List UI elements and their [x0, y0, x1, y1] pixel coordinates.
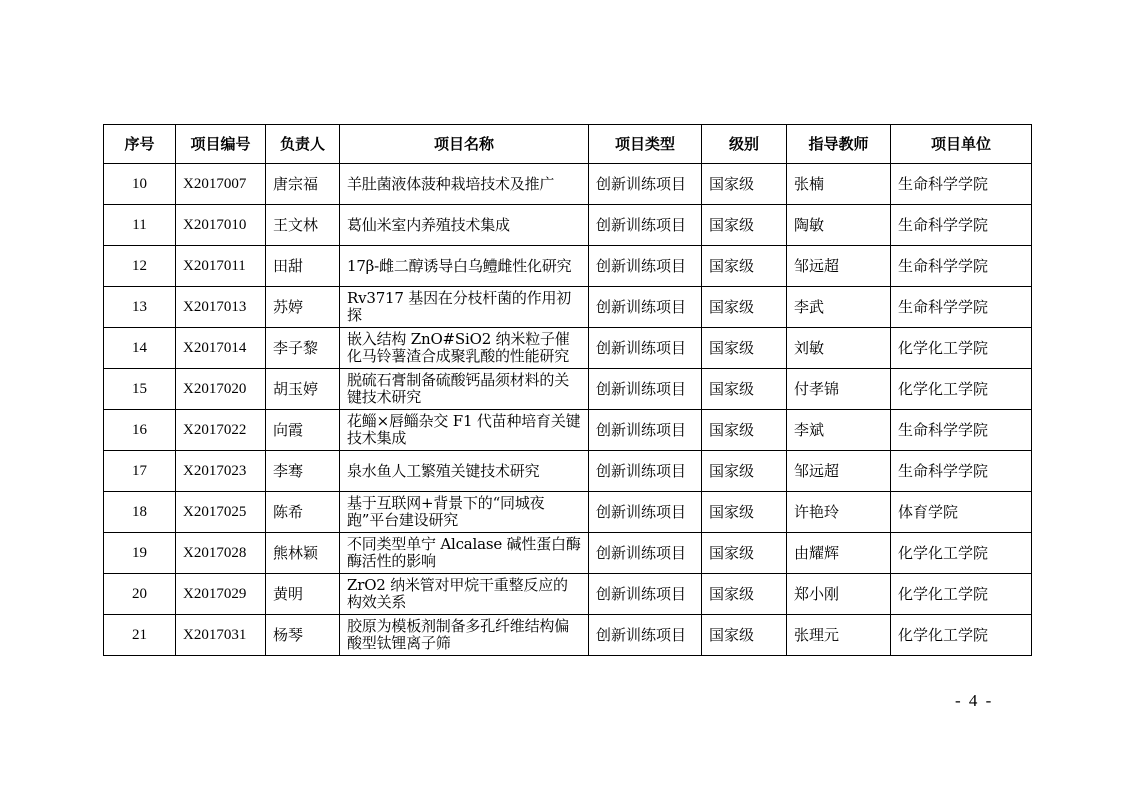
cell-project-type: 创新训练项目 — [589, 451, 702, 492]
cell-project-name: 葛仙米室内养殖技术集成 — [340, 205, 589, 246]
cell-department: 化学化工学院 — [891, 615, 1032, 656]
cell-project-type: 创新训练项目 — [589, 410, 702, 451]
cell-department: 生命科学学院 — [891, 287, 1032, 328]
cell-project-name: Rv3717 基因在分枝杆菌的作用初探 — [340, 287, 589, 328]
cell-department: 生命科学学院 — [891, 164, 1032, 205]
table-row — [104, 205, 1032, 246]
cell-level: 国家级 — [702, 164, 787, 205]
cell-level: 国家级 — [702, 369, 787, 410]
cell-index: 12 — [104, 246, 176, 287]
cell-index: 11 — [104, 205, 176, 246]
cell-project-type: 创新训练项目 — [589, 369, 702, 410]
cell-project-name: 不同类型单宁 Alcalase 碱性蛋白酶酶活性的影响 — [340, 533, 589, 574]
cell-advisor: 李斌 — [787, 410, 891, 451]
cell-leader: 胡玉婷 — [266, 369, 340, 410]
cell-project-name: 花鲻×唇鲻杂交 F1 代苗种培育关键技术集成 — [340, 410, 589, 451]
cell-advisor: 郑小刚 — [787, 574, 891, 615]
cell-leader: 苏婷 — [266, 287, 340, 328]
cell-advisor: 邹远超 — [787, 246, 891, 287]
cell-advisor: 刘敏 — [787, 328, 891, 369]
cell-project-type: 创新训练项目 — [589, 246, 702, 287]
table-row — [104, 369, 1032, 410]
cell-index: 19 — [104, 533, 176, 574]
cell-index: 16 — [104, 410, 176, 451]
cell-index: 13 — [104, 287, 176, 328]
cell-project-code: X2017022 — [176, 410, 266, 451]
cell-department: 化学化工学院 — [891, 369, 1032, 410]
table-row — [104, 615, 1032, 656]
cell-project-code: X2017011 — [176, 246, 266, 287]
cell-level: 国家级 — [702, 287, 787, 328]
cell-project-name: 17β-雌二醇诱导白乌鳢雌性化研究 — [340, 246, 589, 287]
cell-department: 化学化工学院 — [891, 574, 1032, 615]
cell-advisor: 陶敏 — [787, 205, 891, 246]
table-body — [104, 164, 1032, 656]
table-row — [104, 451, 1032, 492]
cell-level: 国家级 — [702, 615, 787, 656]
table-header — [104, 125, 1032, 164]
cell-level: 国家级 — [702, 328, 787, 369]
cell-index: 21 — [104, 615, 176, 656]
cell-project-code: X2017031 — [176, 615, 266, 656]
header-cell-index: 序号 — [104, 125, 176, 164]
cell-department: 生命科学学院 — [891, 451, 1032, 492]
cell-project-code: X2017014 — [176, 328, 266, 369]
table-row — [104, 574, 1032, 615]
cell-level: 国家级 — [702, 574, 787, 615]
cell-advisor: 李武 — [787, 287, 891, 328]
cell-project-code: X2017029 — [176, 574, 266, 615]
cell-advisor: 付孝锦 — [787, 369, 891, 410]
cell-department: 生命科学学院 — [891, 205, 1032, 246]
table-row — [104, 328, 1032, 369]
cell-leader: 唐宗福 — [266, 164, 340, 205]
header-cell-advisor: 指导教师 — [787, 125, 891, 164]
cell-advisor: 由耀辉 — [787, 533, 891, 574]
cell-index: 15 — [104, 369, 176, 410]
table-row — [104, 492, 1032, 533]
cell-advisor: 张理元 — [787, 615, 891, 656]
cell-leader: 李骞 — [266, 451, 340, 492]
cell-project-name: 羊肚菌液体菠种栽培技术及推广 — [340, 164, 589, 205]
cell-project-code: X2017007 — [176, 164, 266, 205]
cell-department: 体育学院 — [891, 492, 1032, 533]
cell-project-type: 创新训练项目 — [589, 287, 702, 328]
cell-level: 国家级 — [702, 205, 787, 246]
cell-project-type: 创新训练项目 — [589, 533, 702, 574]
table-row — [104, 246, 1032, 287]
cell-index: 17 — [104, 451, 176, 492]
page-number: - 4 - — [955, 691, 994, 710]
cell-project-type: 创新训练项目 — [589, 328, 702, 369]
cell-index: 10 — [104, 164, 176, 205]
header-row — [104, 125, 1032, 164]
cell-project-code: X2017025 — [176, 492, 266, 533]
cell-project-type: 创新训练项目 — [589, 574, 702, 615]
cell-leader: 熊林颖 — [266, 533, 340, 574]
cell-index: 18 — [104, 492, 176, 533]
header-cell-project-code: 项目编号 — [176, 125, 266, 164]
table-row — [104, 533, 1032, 574]
cell-advisor: 许艳玲 — [787, 492, 891, 533]
cell-leader: 陈希 — [266, 492, 340, 533]
header-cell-level: 级别 — [702, 125, 787, 164]
cell-leader: 向霞 — [266, 410, 340, 451]
cell-leader: 李子黎 — [266, 328, 340, 369]
header-cell-project-name: 项目名称 — [340, 125, 589, 164]
cell-department: 化学化工学院 — [891, 328, 1032, 369]
cell-leader: 杨琴 — [266, 615, 340, 656]
cell-project-name: ZrO2 纳米管对甲烷干重整反应的构效关系 — [340, 574, 589, 615]
cell-department: 生命科学学院 — [891, 410, 1032, 451]
cell-project-name: 嵌入结构 ZnO#SiO2 纳米粒子催化马铃薯渣合成聚乳酸的性能研究 — [340, 328, 589, 369]
cell-leader: 田甜 — [266, 246, 340, 287]
cell-project-name: 胶原为模板剂制备多孔纤维结构偏酸型钛锂离子筛 — [340, 615, 589, 656]
table-row — [104, 410, 1032, 451]
cell-project-type: 创新训练项目 — [589, 205, 702, 246]
cell-project-code: X2017010 — [176, 205, 266, 246]
cell-index: 20 — [104, 574, 176, 615]
cell-project-name: 脱硫石膏制备硫酸钙晶须材料的关键技术研究 — [340, 369, 589, 410]
cell-project-type: 创新训练项目 — [589, 615, 702, 656]
cell-level: 国家级 — [702, 451, 787, 492]
table-row — [104, 164, 1032, 205]
cell-leader: 黄明 — [266, 574, 340, 615]
cell-level: 国家级 — [702, 410, 787, 451]
cell-level: 国家级 — [702, 533, 787, 574]
cell-project-name: 泉水鱼人工繁殖关键技术研究 — [340, 451, 589, 492]
cell-leader: 王文林 — [266, 205, 340, 246]
cell-project-code: X2017028 — [176, 533, 266, 574]
header-cell-project-type: 项目类型 — [589, 125, 702, 164]
cell-project-name: 基于互联网+背景下的“同城夜跑”平台建设研究 — [340, 492, 589, 533]
project-table — [103, 124, 1032, 656]
cell-department: 生命科学学院 — [891, 246, 1032, 287]
cell-project-code: X2017013 — [176, 287, 266, 328]
header-cell-leader: 负责人 — [266, 125, 340, 164]
cell-project-type: 创新训练项目 — [589, 164, 702, 205]
cell-advisor: 邹远超 — [787, 451, 891, 492]
cell-project-code: X2017023 — [176, 451, 266, 492]
cell-department: 化学化工学院 — [891, 533, 1032, 574]
cell-index: 14 — [104, 328, 176, 369]
cell-project-type: 创新训练项目 — [589, 492, 702, 533]
cell-project-code: X2017020 — [176, 369, 266, 410]
cell-level: 国家级 — [702, 246, 787, 287]
header-cell-department: 项目单位 — [891, 125, 1032, 164]
cell-level: 国家级 — [702, 492, 787, 533]
cell-advisor: 张楠 — [787, 164, 891, 205]
table-row — [104, 287, 1032, 328]
